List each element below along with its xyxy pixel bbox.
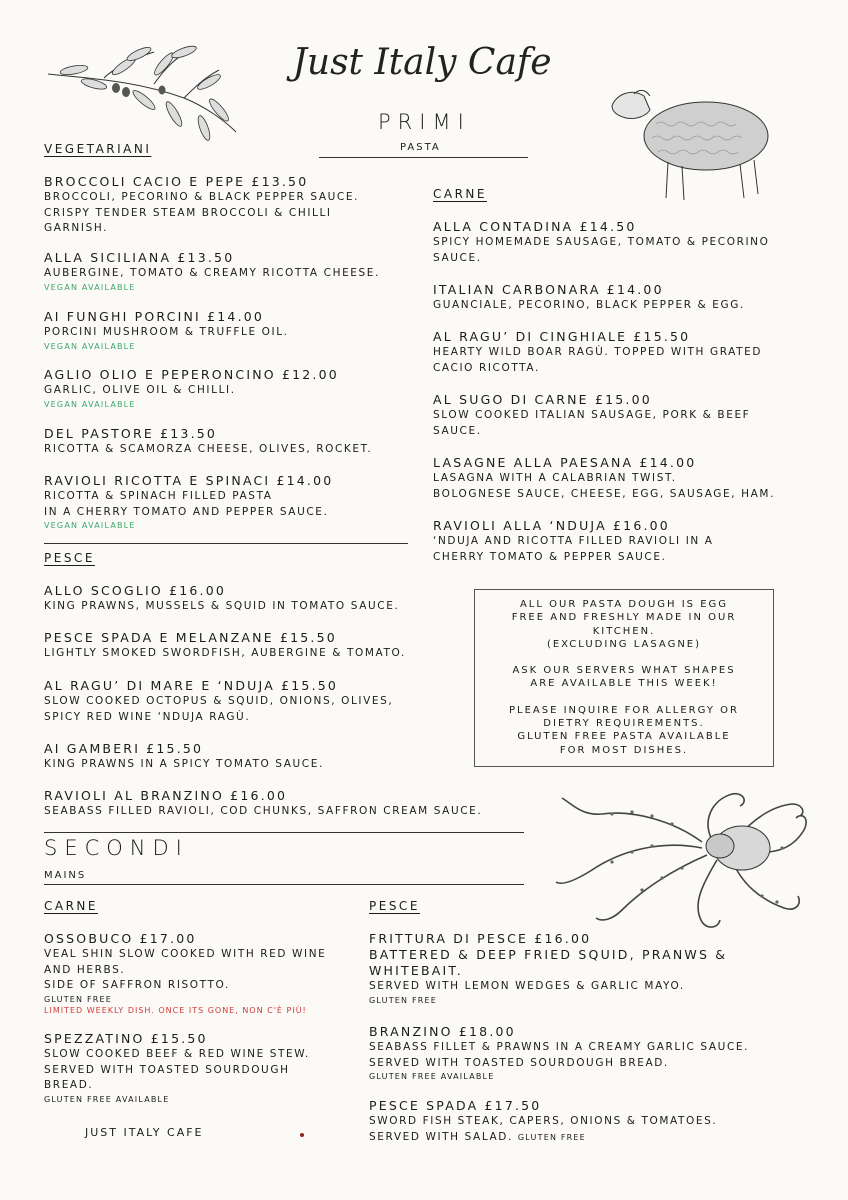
dish-description: GARLIC, OLIVE OIL & CHILLI. xyxy=(44,384,236,396)
menu-item xyxy=(44,583,399,615)
dish-description: SEABASS FILLET & PRAWNS IN A CREAMY GARLIC SAUCE. SERVED WITH TOASTED SOURDOUGH BREAD. xyxy=(369,1041,750,1069)
dish-description: GUANCIALE, PECORINO, BLACK PEPPER & EGG. xyxy=(433,299,745,311)
gluten-note: GLUTEN FREE xyxy=(369,995,438,1005)
menu-item xyxy=(433,392,750,439)
dish-description: SEABASS FILLED RAVIOLI, COD CHUNKS, SAFFRON CREAM SAUCE. xyxy=(44,805,483,817)
primi-carne-heading: CARNE xyxy=(433,187,487,201)
dish-description: RICOTTA & SCAMORZA CHEESE, OLIVES, ROCKET. xyxy=(44,443,373,455)
logo-text: Just Italy Cafe xyxy=(292,42,552,83)
menu-item xyxy=(44,426,372,458)
dish-description: KING PRAWNS IN A SPICY TOMATO SAUCE. xyxy=(44,758,324,770)
dish-name: AI GAMBERI £15.50 xyxy=(44,741,204,756)
dish-name: ALLA SICILIANA £13.50 xyxy=(44,250,235,265)
sheep-icon xyxy=(606,84,778,204)
secondi-pesce-heading: PESCE xyxy=(369,899,420,913)
gluten-note: GLUTEN FREE AVAILABLE xyxy=(44,1094,170,1104)
dish-description: AUBERGINE, TOMATO & CREAMY RICOTTA CHEESE. xyxy=(44,267,380,279)
dish-subtitle: BATTERED & DEEP FRIED SQUID, PRANWS & WHITEBAIT. xyxy=(369,947,728,978)
dish-name: SPEZZATINO £15.50 xyxy=(44,1031,208,1046)
dish-description: SLOW COOKED BEEF & RED WINE STEW. SERVED WITH TOASTED SOURDOUGH BREAD. xyxy=(44,1048,310,1091)
dish-description: BROCCOLI, PECORINO & BLACK PEPPER SAUCE. CRISPY TENDER STEAM BROCCOLI & CHILLI GARNISH. xyxy=(44,191,360,234)
dish-description: SWORD FISH STEAK, CAPERS, ONIONS & TOMATOES. xyxy=(369,1115,718,1127)
dish-name: AI FUNGHI PORCINI £14.00 xyxy=(44,309,265,324)
vegan-note: VEGAN AVAILABLE xyxy=(44,341,136,351)
dish-description: SLOW COOKED OCTOPUS & SQUID, ONIONS, OLIVES, SPICY RED WINE ‘NDUJA RAGÙ. xyxy=(44,695,394,723)
dish-description: LIGHTLY SMOKED SWORDFISH, AUBERGINE & TOMATO. xyxy=(44,647,406,659)
dish-description-2: SERVED WITH SALAD. xyxy=(369,1130,513,1143)
dish-name: OSSOBUCO £17.00 xyxy=(44,931,197,946)
menu-item xyxy=(44,741,324,773)
dish-name: RAVIOLI AL BRANZINO £16.00 xyxy=(44,788,288,803)
dish-name: DEL PASTORE £13.50 xyxy=(44,426,218,441)
decorative-dot xyxy=(300,1133,304,1137)
dish-name: ALLA CONTADINA £14.50 xyxy=(433,219,637,234)
secondi-subtitle: MAINS xyxy=(44,870,87,881)
vegetariani-divider xyxy=(44,543,408,544)
dish-name: PESCE SPADA E MELANZANE £15.50 xyxy=(44,630,337,645)
dish-name: BROCCOLI CACIO E PEPE £13.50 xyxy=(44,174,309,189)
footer-text: JUST ITALY CAFE xyxy=(85,1126,204,1139)
vegan-note: VEGAN AVAILABLE xyxy=(44,521,136,530)
dish-description: LASAGNA WITH A CALABRIAN TWIST. BOLOGNESE SAUCE, CHEESE, EGG, SAUSAGE, HAM. xyxy=(433,472,776,500)
info-shapes: ASK OUR SERVERS WHAT SHAPES ARE AVAILABLE THIS WEEK! xyxy=(512,665,736,690)
dish-description: KING PRAWNS, MUSSELS & SQUID IN TOMATO SAUCE. xyxy=(44,600,400,612)
primi-divider xyxy=(319,157,528,158)
vegan-note: VEGAN AVAILABLE xyxy=(44,282,136,292)
gluten-note: GLUTEN FREE AVAILABLE xyxy=(369,1072,495,1081)
menu-item xyxy=(44,931,326,1016)
dish-name: ALLO SCOGLIO £16.00 xyxy=(44,583,227,598)
menu-item xyxy=(433,329,762,376)
primi-pesce-heading: PESCE xyxy=(44,551,95,565)
menu-item xyxy=(369,1098,717,1145)
primi-title: PRIMI xyxy=(378,110,471,134)
menu-item xyxy=(433,219,770,266)
secondi-top-divider xyxy=(44,832,524,833)
menu-item xyxy=(44,1031,310,1105)
dish-description: SPICY HOMEMADE SAUSAGE, TOMATO & PECORINO SAUCE. xyxy=(433,236,770,264)
menu-item xyxy=(433,518,714,565)
menu-item xyxy=(44,309,289,352)
dish-name: FRITTURA DI PESCE £16.00 xyxy=(369,931,592,946)
dish-name: AGLIO OLIO E PEPERONCINO £12.00 xyxy=(44,367,339,382)
secondi-bottom-divider xyxy=(44,884,524,885)
dish-name: RAVIOLI ALLA ‘NDUJA £16.00 xyxy=(433,518,670,533)
dish-description: PORCINI MUSHROOM & TRUFFLE OIL. xyxy=(44,326,289,338)
menu-item xyxy=(44,788,482,820)
info-pasta-dough: ALL OUR PASTA DOUGH IS EGG FREE AND FRESHLY MADE IN OUR KITCHEN. (EXCLUDING LASAGNE) xyxy=(511,599,737,650)
menu-item xyxy=(44,250,380,293)
dish-name: AL SUGO DI CARNE £15.00 xyxy=(433,392,652,407)
vegetariani-heading: VEGETARIANI xyxy=(44,142,152,156)
pasta-info-box xyxy=(474,589,774,767)
dish-description: HEARTY WILD BOAR RAGÙ. TOPPED WITH GRATED CACIO RICOTTA. xyxy=(433,346,763,374)
cafe-logo xyxy=(262,30,582,100)
dish-description: RICOTTA & SPINACH FILLED PASTA IN A CHERRY TOMATO AND PEPPER SAUCE. xyxy=(44,490,329,518)
dish-name: ITALIAN CARBONARA £14.00 xyxy=(433,282,664,297)
menu-item xyxy=(44,367,339,410)
secondi-title: SECONDI xyxy=(44,836,189,860)
vegan-note: VEGAN AVAILABLE xyxy=(44,399,136,409)
dish-name: BRANZINO £18.00 xyxy=(369,1024,516,1039)
dish-description: SERVED WITH LEMON WEDGES & GARLIC MAYO. xyxy=(369,980,685,992)
dish-name: PESCE SPADA £17.50 xyxy=(369,1098,542,1113)
menu-item xyxy=(44,473,333,531)
menu-item xyxy=(44,630,406,662)
olive-branch-icon xyxy=(44,40,240,145)
menu-item xyxy=(433,282,745,314)
dish-description: ‘NDUJA AND RICOTTA FILLED RAVIOLI IN A CHERRY TOMATO & PEPPER SAUCE. xyxy=(433,535,714,563)
menu-item xyxy=(433,455,775,502)
info-allergy: PLEASE INQUIRE FOR ALLERGY OR DIETRY REQUIREMENTS. GLUTEN FREE PASTA AVAILABLE FOR MOST DISHES. xyxy=(509,704,739,756)
dish-description: VEAL SHIN SLOW COOKED WITH RED WINE AND HERBS. SIDE OF SAFFRON RISOTTO. xyxy=(44,948,327,991)
dish-name: AL RAGU’ DI MARE E ‘NDUJA £15.50 xyxy=(44,678,339,693)
dish-name: LASAGNE ALLA PAESANA £14.00 xyxy=(433,455,697,470)
gluten-note: GLUTEN FREE xyxy=(44,994,113,1004)
gluten-note: GLUTEN FREE xyxy=(517,1132,586,1142)
menu-item xyxy=(44,174,359,237)
dish-description: SLOW COOKED ITALIAN SAUSAGE, PORK & BEEF SAUCE. xyxy=(433,409,751,437)
secondi-carne-heading: CARNE xyxy=(44,899,98,913)
octopus-icon xyxy=(552,790,814,932)
menu-item xyxy=(44,678,393,725)
menu-item xyxy=(369,1024,749,1082)
limited-dish-note: LIMITED WEEKLY DISH. ONCE ITS GONE, NON C'È PIÙ! xyxy=(44,1005,307,1015)
dish-name: RAVIOLI RICOTTA E SPINACI £14.00 xyxy=(44,473,334,488)
menu-item xyxy=(369,931,727,1006)
dish-name: AL RAGU’ DI CINGHIALE £15.50 xyxy=(433,329,691,344)
primi-subtitle: PASTA xyxy=(400,142,441,153)
